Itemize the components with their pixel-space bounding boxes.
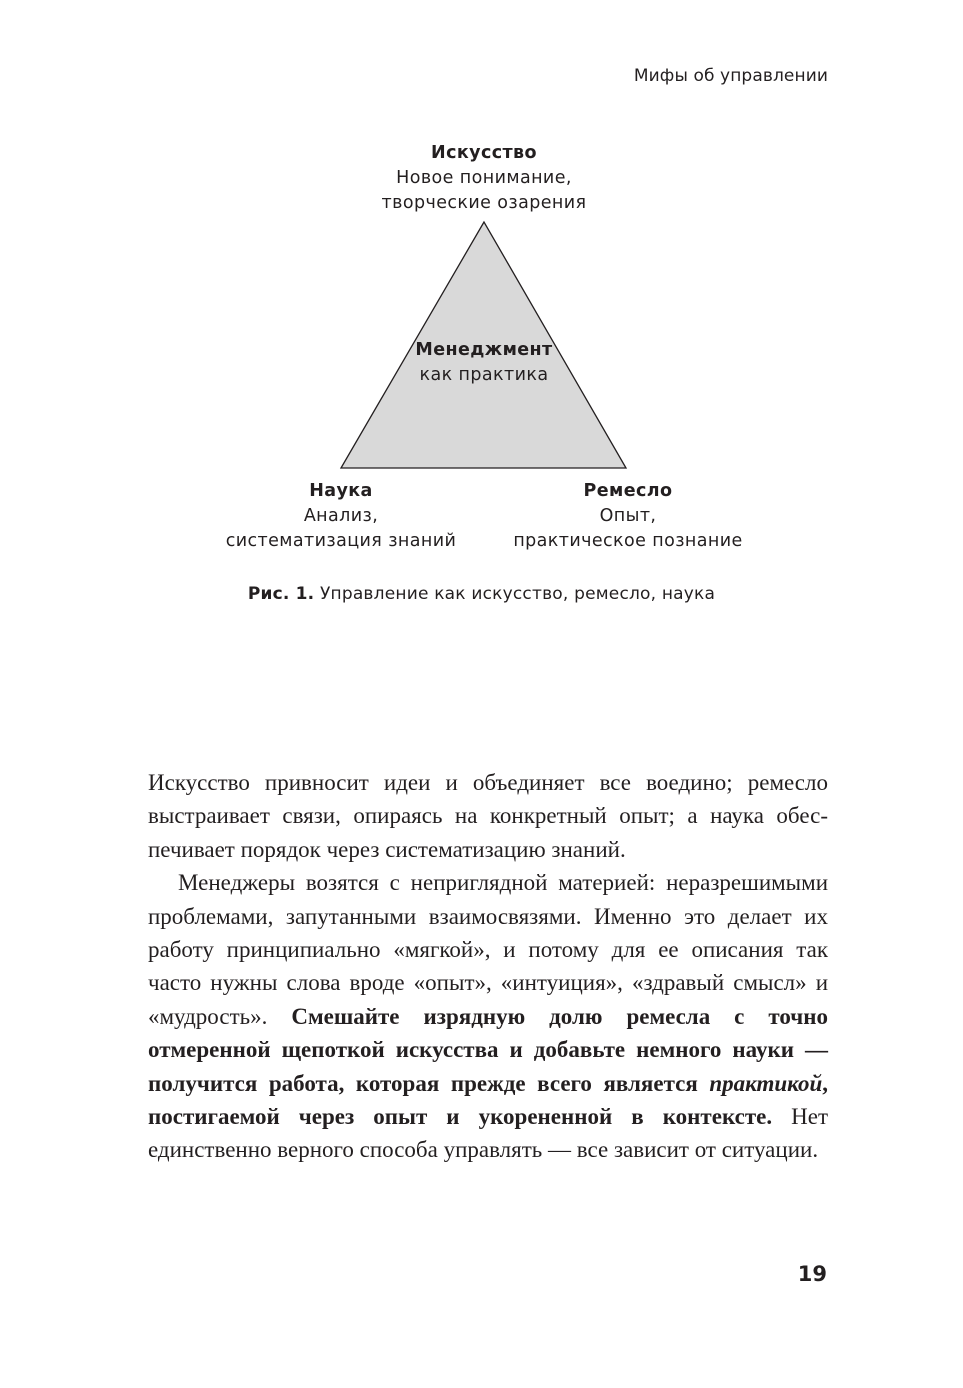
right-title: Ремесло xyxy=(583,481,673,501)
p2-bold-italic: практикой xyxy=(709,1070,823,1096)
page-number: 19 xyxy=(797,1262,827,1286)
left-line-2: систематизация знаний xyxy=(225,531,457,551)
apex-line-1: Новое понимание, xyxy=(396,168,572,188)
running-head: Мифы об управлении xyxy=(633,66,828,86)
paragraph-1: Искусство привносит идеи и объединяет все воедино; ремесло выстраивает связи, опираясь на конкретный опыт; а наука обеспечивает порядок через систематизацию знаний. xyxy=(148,770,828,862)
left-title: Наука xyxy=(309,481,373,501)
p2-end: Нет единственно верного способа управлять — все зависит от ситуации. xyxy=(148,1104,828,1163)
right-line-2: практическое познание xyxy=(513,531,743,551)
body-text xyxy=(148,766,828,1167)
right-label-craft xyxy=(478,479,778,554)
p2-bold-1: Смешайте изрядную долю ремесла с точно отмеренной щепоткой искусства и добавьте немного науки — получится работа, которая прежде всего является xyxy=(148,1003,828,1096)
right-line-1: Опыт, xyxy=(599,506,657,526)
center-title: Менеджмент xyxy=(415,340,553,360)
apex-line-2: творческие озарения xyxy=(381,193,587,213)
p2-start: Менеджеры возятся с неприглядной материей: неразрешимыми проблемами, запутанными взаимосвязями. Именно это делает их работу принципиально «мягкой», и потому для ее описания так часто нужны слова вроде «опыт», «интуиция», «здравый смысл» и «мудрость». xyxy=(148,870,828,1029)
p2-bold-2: , постигаемой через опыт и укорененной в контексте. xyxy=(148,1070,828,1130)
apex-label-art xyxy=(334,141,634,216)
figure-caption xyxy=(0,584,963,604)
left-line-1: Анализ, xyxy=(303,506,379,526)
center-label-management xyxy=(384,338,584,388)
caption-text: Управление как искусство, ремесло, наука xyxy=(319,584,716,604)
left-label-science xyxy=(191,479,491,554)
caption-label: Рис. 1. xyxy=(247,584,315,604)
center-subtitle: как практика xyxy=(419,365,549,385)
apex-title: Искусство xyxy=(431,143,537,163)
paragraph-2 xyxy=(148,866,828,1167)
